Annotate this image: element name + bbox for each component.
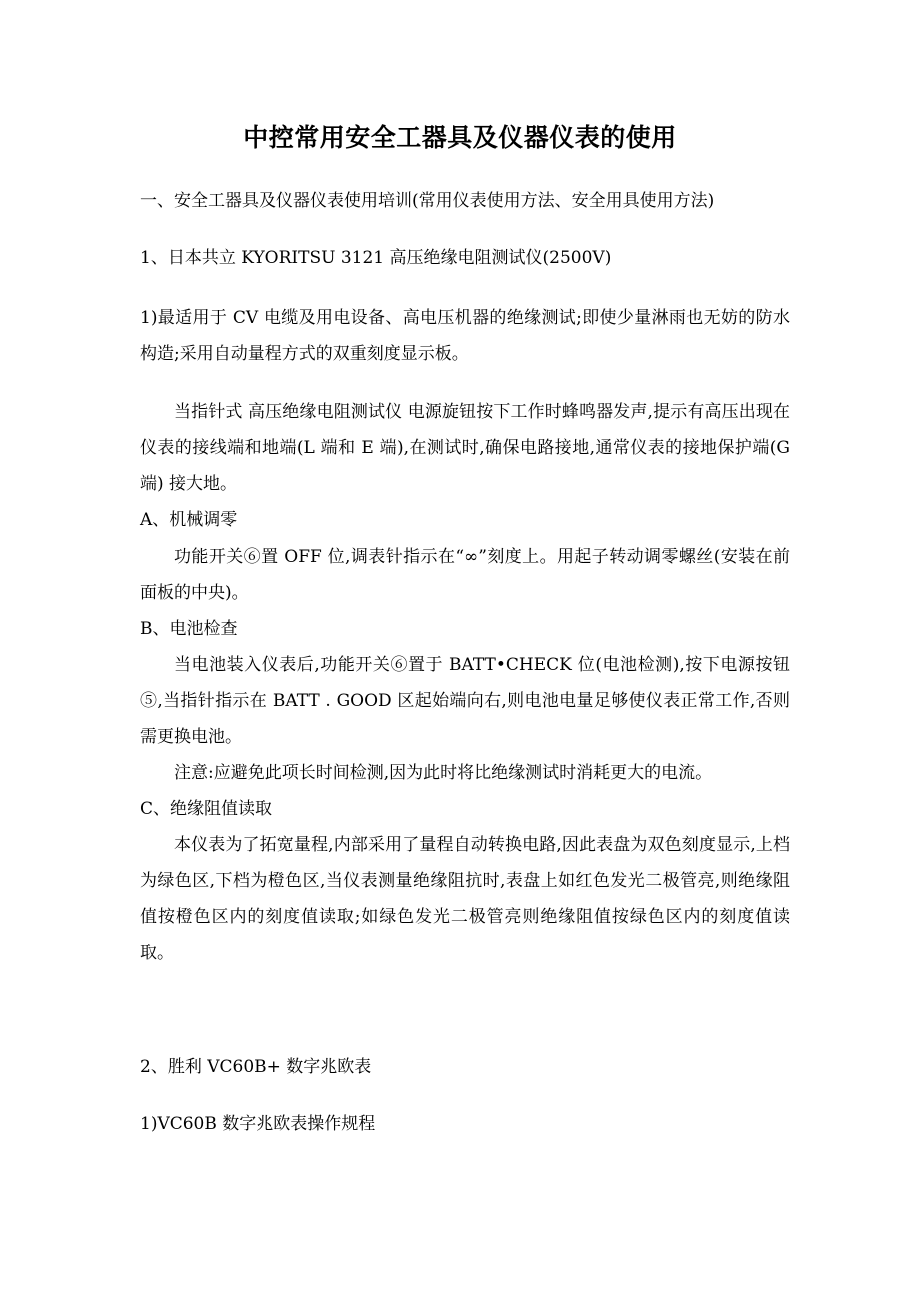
- stepB-paragraph: 当电池装入仪表后,功能开关⑥置于 BATT•CHECK 位(电池检测),按下电源按钮⑤,当指针指示在 BATT . GOOD 区起始端向右,则电池电量足够使仪表正常工作,否则需更换电池。: [140, 655, 790, 747]
- stepC-heading: C、绝缘阻值读取: [140, 799, 273, 819]
- stepA-paragraph: 功能开关⑥置 OFF 位,调表针指示在“∞”刻度上。用起子转动调零螺丝(安装在前面板的中央)。: [140, 547, 790, 603]
- item1-power-paragraph: 当指针式 高压绝缘电阻测试仪 电源旋钮按下工作时蜂鸣器发声,提示有高压出现在仪表的接线端和地端(L 端和 E 端),在测试时,确保电路接地,通常仪表的接地保护端(G 端) 接大地。: [140, 402, 790, 494]
- item2-sub1: 1)VC60B 数字兆欧表操作规程: [140, 1114, 376, 1134]
- section1-heading: 一、安全工器具及仪器仪表使用培训(常用仪表使用方法、安全用具使用方法): [140, 191, 715, 211]
- item1-heading: 1、日本共立 KYORITSU 3121 高压绝缘电阻测试仪(2500V): [140, 248, 612, 268]
- item2-heading: 2、胜利 VC60B+ 数字兆欧表: [140, 1057, 372, 1077]
- stepC-paragraph: 本仪表为了拓宽量程,内部采用了量程自动转换电路,因此表盘为双色刻度显示,上档为绿色区,下档为橙色区,当仪表测量绝缘阻抗时,表盘上如红色发光二极管亮,则绝缘阻值按橙色区内的刻度值读取;如绿色发光二极管亮则绝缘阻值按绿色区内的刻度值读取。: [140, 835, 790, 963]
- stepA-heading: A、机械调零: [140, 510, 238, 530]
- stepB-note: 注意:应避免此项长时间检测,因为此时将比绝缘测试时消耗更大的电流。: [174, 763, 713, 783]
- document-title: 中控常用安全工器具及仪器仪表的使用: [243, 123, 677, 152]
- stepB-heading: B、电池检查: [140, 619, 238, 639]
- item1-sub1-paragraph: 1)最适用于 CV 电缆及用电设备、高电压机器的绝缘测试;即使少量淋雨也无妨的防水构造;采用自动量程方式的双重刻度显示板。: [140, 308, 790, 364]
